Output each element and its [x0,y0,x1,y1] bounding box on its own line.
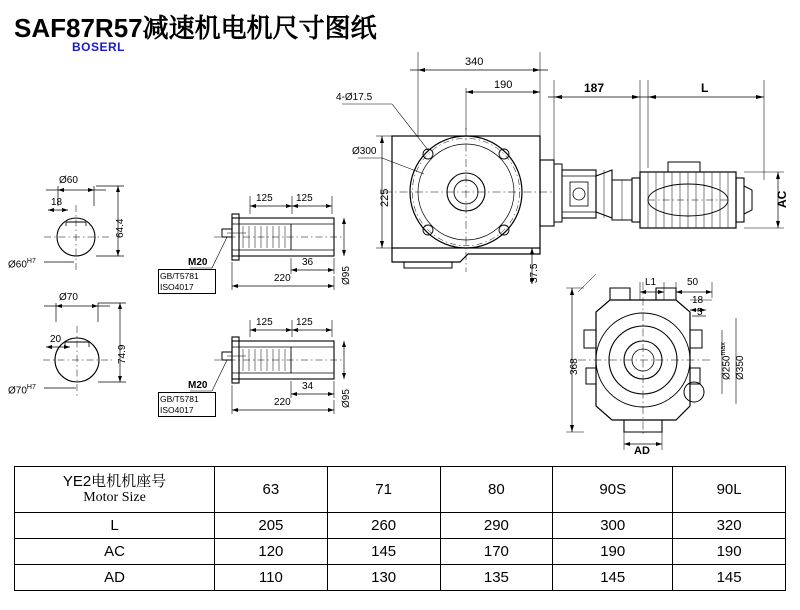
dim-hollow2-125-a: 125 [256,317,273,328]
dim-motor-length-L: L [701,81,709,95]
dim-hollow1-220: 220 [274,273,291,284]
table-cell: 145 [673,565,786,591]
table-col-header: 90S [553,467,673,513]
dim-front-250 [720,342,732,380]
dim-shaft1-outer-diameter: Ø60 [59,175,78,186]
dim-front-ad: AD [634,445,650,457]
dim-shaft1-length-64-4: 64.4 [115,218,126,238]
dim-shaft1-bore-h7 [8,258,36,270]
table-row-label: AC [15,539,215,565]
label-hollow1-bolt-m20: M20 [188,257,208,268]
dim-shaft2-bore-value: Ø70 [8,385,27,397]
table-header-label [15,467,215,513]
table-header-label-en: Motor Size [83,490,146,506]
table-row [15,513,786,539]
dim-hollow1-d95: Ø95 [341,266,352,285]
dim-hollow1-125-a: 125 [256,193,273,204]
dim-shaft2-outer-diameter: Ø70 [59,292,78,303]
table-cell: 145 [327,539,440,565]
dim-flange-300: Ø300 [352,146,377,157]
dim-height-225: 225 [379,188,391,207]
table-cell: 260 [327,513,440,539]
table-row [15,539,786,565]
label-hollow1-standard-gb: GB/T5781 [160,271,199,281]
dim-190: 190 [494,79,513,91]
dim-187: 187 [584,81,605,95]
dim-shaft2-bore-h7 [8,384,36,396]
table-cell: 120 [215,539,328,565]
dim-shaft2-keyway-20: 20 [50,334,62,345]
table-row-label: AD [15,565,215,591]
table-col-header: 71 [327,467,440,513]
hollow2-standard-box [158,392,216,417]
dim-37-5: 37.5 [529,263,540,283]
brand-logo: BOSERL [72,40,126,54]
label-hollow2-bolt-m20: M20 [188,380,208,391]
dim-hollow2-125-b: 125 [296,317,313,328]
table-row [15,565,786,591]
dim-hollow2-d95: Ø95 [341,389,352,408]
label-hollow2-standard-gb: GB/T5781 [160,394,199,404]
dim-shaft2-bore-tolerance: H7 [26,384,36,391]
table-row-label: L [15,513,215,539]
dim-motor-ac: AC [775,190,789,208]
table-col-header: 90L [673,467,786,513]
dim-hollow2-220: 220 [274,397,291,408]
table-cell: 130 [327,565,440,591]
table-cell: 300 [553,513,673,539]
dim-shaft1-bore-tolerance: H7 [26,258,36,265]
dim-shaft1-bore-value: Ø60 [8,259,27,271]
dim-front-250-suffix: max [720,342,727,356]
dim-front-50: 50 [687,277,699,288]
table-cell: 145 [553,565,673,591]
table-col-header: 63 [215,467,328,513]
table-cell: 135 [440,565,553,591]
table-cell: 110 [215,565,328,591]
table-cell: 290 [440,513,553,539]
dim-front-L1: L1 [645,277,657,288]
table-cell: 170 [440,539,553,565]
dim-shaft2-length-74-9: 74.9 [117,344,128,364]
hollow1-standard-box [158,269,216,294]
dim-hollow1-36: 36 [302,257,314,268]
table-cell: 190 [673,539,786,565]
table-cell: 190 [553,539,673,565]
table-header-label-cn: YE2电机机座号 [62,472,167,490]
dim-overall-340: 340 [465,56,484,68]
dim-holes-4x-17-5: 4-Ø17.5 [336,92,373,103]
motor-size-table [14,466,786,591]
dim-hollow2-34: 34 [302,381,314,392]
dim-front-350: Ø350 [735,355,746,380]
table-cell: 320 [673,513,786,539]
page-title: SAF87R57减速机电机尺寸图纸 [14,13,377,43]
table-cell: 205 [215,513,328,539]
dim-front-18: 18 [692,295,704,306]
dim-front-5: 5 [697,307,703,318]
table-header-row [15,467,786,513]
dim-front-368: 368 [569,358,580,375]
label-hollow2-standard-iso: ISO4017 [160,405,194,415]
dim-shaft1-keyway-18: 18 [51,197,63,208]
dim-front-250-value: Ø250 [721,355,733,380]
dim-hollow1-125-b: 125 [296,193,313,204]
table-col-header: 80 [440,467,553,513]
label-hollow1-standard-iso: ISO4017 [160,282,194,292]
